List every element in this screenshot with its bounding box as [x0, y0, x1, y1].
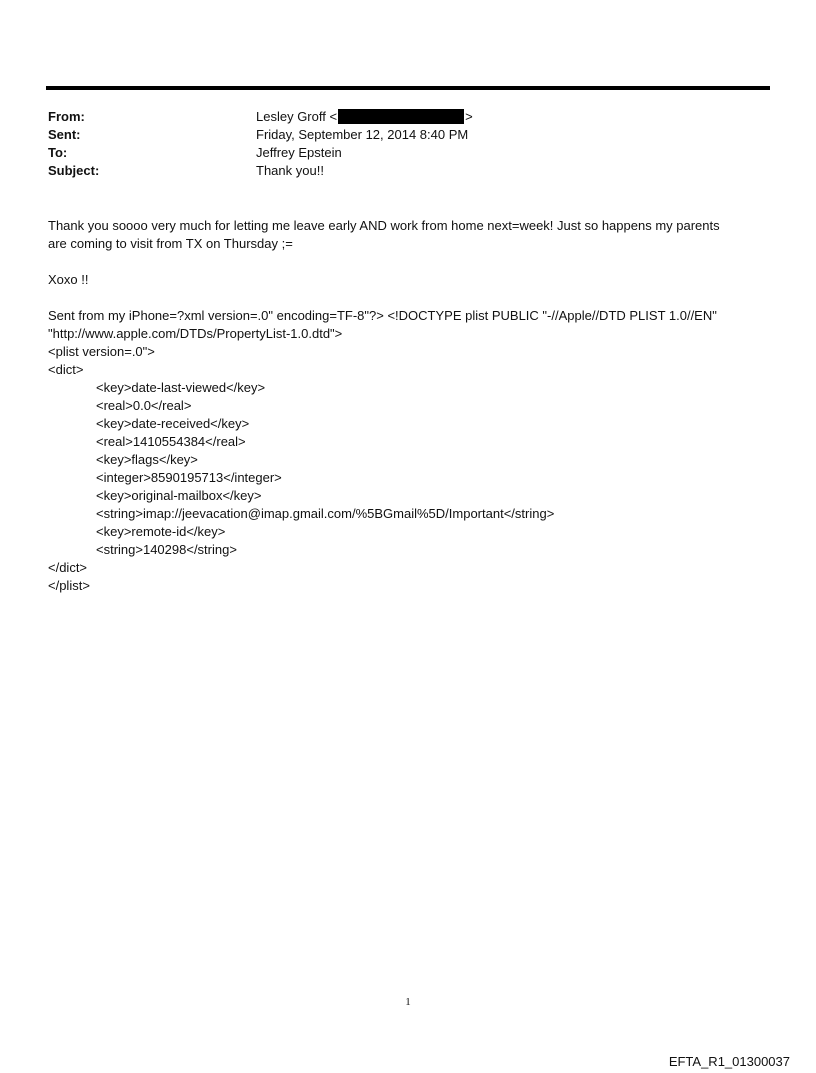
- subject-label: Subject:: [48, 163, 100, 178]
- page-number: 1: [405, 996, 411, 1008]
- from-name: Lesley Groff <: [256, 109, 338, 124]
- redaction-block: [338, 109, 464, 124]
- signoff-paragraph: [48, 271, 768, 289]
- subject-row: [48, 162, 748, 180]
- subject-value: Thank you!!: [256, 163, 324, 178]
- plist-open: <plist version=.0">: [48, 344, 155, 359]
- plist-block: [48, 307, 768, 595]
- from-suffix: >: [465, 109, 473, 124]
- sent-row: [48, 126, 748, 144]
- plist-line: <string>140298</string>: [96, 542, 237, 557]
- plist-line: <key>date-received</key>: [96, 416, 250, 431]
- from-value: [256, 108, 748, 126]
- to-label: To:: [48, 145, 68, 160]
- signoff-line: Xoxo !!: [48, 272, 89, 287]
- plist-line: <key>flags</key>: [96, 452, 198, 467]
- sent-value: Friday, September 12, 2014 8:40 PM: [256, 127, 469, 142]
- to-row: [48, 144, 748, 162]
- dict-open: <dict>: [48, 362, 84, 377]
- email-header: [48, 108, 748, 180]
- message-paragraph: [48, 217, 768, 253]
- plist-line: <string>imap://jeevacation@imap.gmail.com/%5BGmail%5D/Important</string>: [96, 506, 555, 521]
- to-value: Jeffrey Epstein: [256, 145, 342, 160]
- sent-from-line: Sent from my iPhone=?xml version=.0" encoding=TF-8"?> <!DOCTYPE plist PUBLIC "-//Apple//DTD PLIST 1.0//EN": [48, 308, 717, 323]
- plist-line: <real>1410554384</real>: [96, 434, 246, 449]
- sent-label: Sent:: [48, 127, 81, 142]
- dtd-line: "http://www.apple.com/DTDs/PropertyList-1.0.dtd">: [48, 326, 343, 341]
- plist-line: <real>0.0</real>: [96, 398, 192, 413]
- plist-line: <key>remote-id</key>: [96, 524, 226, 539]
- email-body: [48, 217, 768, 595]
- plist-close: </plist>: [48, 578, 90, 593]
- header-rule: [46, 86, 770, 90]
- message-line: are coming to visit from TX on Thursday ;=: [48, 236, 293, 251]
- message-line: Thank you soooo very much for letting me leave early AND work from home next=week! Just so happens my parents: [48, 218, 720, 233]
- from-label: From:: [48, 109, 85, 124]
- plist-line: <key>original-mailbox</key>: [96, 488, 262, 503]
- dict-close: </dict>: [48, 560, 88, 575]
- plist-line: <integer>8590195713</integer>: [96, 470, 282, 485]
- from-row: [48, 108, 748, 126]
- plist-line: <key>date-last-viewed</key>: [96, 380, 266, 395]
- document-id: EFTA_R1_01300037: [668, 1054, 790, 1069]
